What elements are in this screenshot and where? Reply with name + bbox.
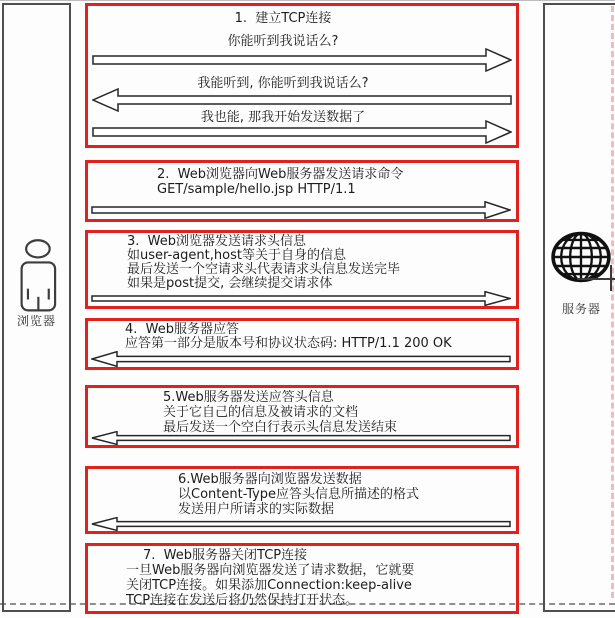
step-text-line: 如果是post提交, 会继续提交请求体 xyxy=(127,276,333,291)
arrow-left-icon xyxy=(92,88,512,112)
step-text-line: 4. Web服务器应答 xyxy=(125,322,240,337)
server-connector-tick xyxy=(610,265,612,291)
step-text-line: 最后发送一个空请求头代表请求头信息发送完毕 xyxy=(127,262,401,277)
step-box-1 xyxy=(85,3,519,148)
step-text-line: 3. Web浏览器发送请求头信息 xyxy=(127,234,307,249)
arrow-right-icon xyxy=(91,291,511,306)
step-text-line: 发送用户所请求的实际数据 xyxy=(178,502,335,517)
step-text-line: 最后发送一个空白行表示头信息发送结束 xyxy=(163,420,398,435)
message-label: 你能听到我说话么? xyxy=(227,34,339,49)
arrow-left-icon xyxy=(91,517,511,531)
message-label: 我也能, 那我开始发送数据了 xyxy=(200,110,366,125)
step-title: 1. 建立TCP连接 xyxy=(234,11,332,26)
step-box-5 xyxy=(85,385,519,448)
step-box-2 xyxy=(85,160,519,222)
step-text-line: 关于它自己的信息及被请求的文档 xyxy=(163,405,359,420)
step-box-6 xyxy=(85,466,519,534)
step-text-line: 5.Web服务器发送应答头信息 xyxy=(163,390,334,405)
browser-lifeline-column xyxy=(2,3,71,612)
server-lifeline-column xyxy=(543,3,615,612)
step-box-3 xyxy=(85,230,519,309)
step-text-line: 一旦Web服务器向浏览器发送了请求数据，它就要 xyxy=(126,563,415,578)
step-text-line: 2. Web浏览器向Web服务器发送请求命令 xyxy=(157,167,404,182)
step-text-line: 6.Web服务器向浏览器发送数据 xyxy=(178,472,362,487)
top-hairline xyxy=(0,0,615,1)
person-icon xyxy=(9,238,65,314)
server-label: 服务器 xyxy=(561,302,601,316)
step-text-line: GET/sample/hello.jsp HTTP/1.1 xyxy=(157,182,356,197)
globe-icon xyxy=(549,230,613,284)
step-text-line: 应答第一部分是版本号和协议状态码: HTTP/1.1 200 OK xyxy=(125,336,452,351)
step-text-line: 7. Web服务器关闭TCP连接 xyxy=(143,548,308,563)
arrow-right-icon xyxy=(92,120,512,144)
browser-label: 浏览器 xyxy=(16,314,56,328)
step-text-line: 以Content-Type应答头信息所描述的格式 xyxy=(178,487,420,502)
arrow-right-icon xyxy=(91,201,511,219)
step-text-line: 如user-agent,host等关于自身的信息 xyxy=(127,248,346,263)
step-box-7 xyxy=(85,543,519,614)
step-text-line: 关闭TCP连接。如果添加Connection:keep-alive xyxy=(126,578,412,593)
arrow-left-icon xyxy=(91,351,511,367)
message-label: 我能听到, 你能听到我说话么? xyxy=(197,76,369,91)
step-box-4 xyxy=(85,318,519,370)
step-text-line: TCP连接在发送后将仍然保持打开状态。 xyxy=(126,593,359,608)
arrow-right-icon xyxy=(92,48,512,72)
